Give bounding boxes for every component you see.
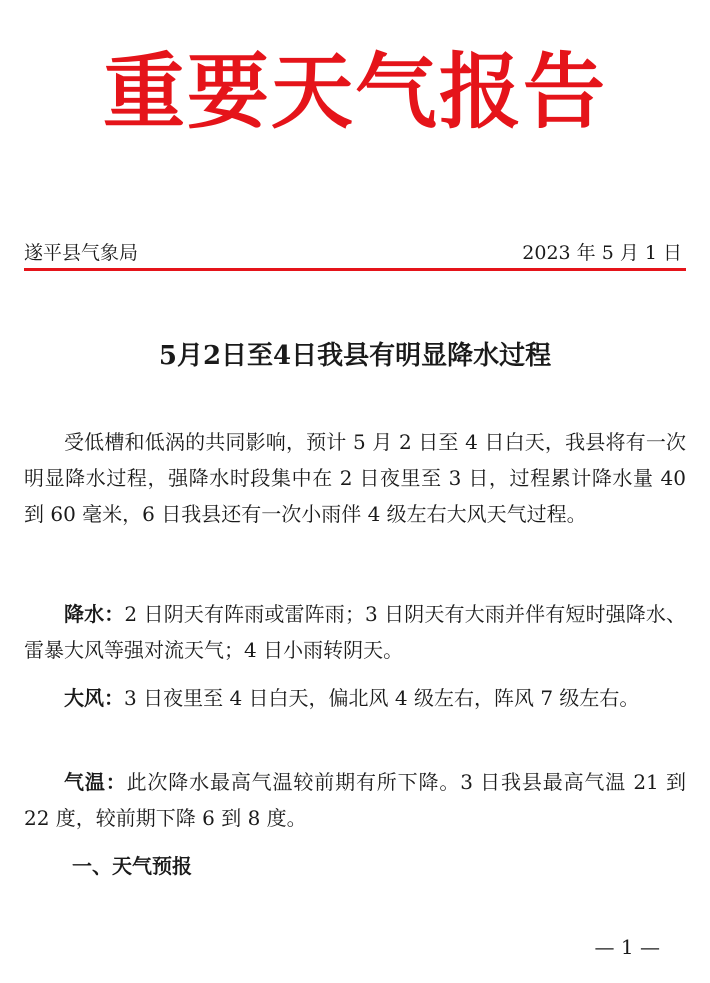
paragraph-text-precipitation: 2 日阴天有阵雨或雷阵雨；3 日阴天有大雨并伴有短时强降水、雷暴大风等强对流天气；4 日小雨转阴天。: [24, 602, 687, 662]
paragraph-text-temperature: 此次降水最高气温较前期有所下降。3 日我县最高气温 21 到 22 度，较前期下降 6 到 8 度。: [24, 770, 686, 830]
issue-date: 2023 年 5 月 1 日: [522, 242, 682, 264]
paragraph-text-wind: 3 日夜里至 4 日白天，偏北风 4 级左右，阵风 7 级左右。: [124, 686, 640, 710]
report-banner-title: 重要天气报告: [102, 44, 607, 140]
temperature-paragraph: [24, 764, 686, 836]
paragraph-lead-temperature: 气温：: [64, 770, 127, 794]
wind-paragraph: [24, 680, 686, 716]
section-heading-forecast: 一、天气预报: [72, 854, 192, 878]
paragraph-lead-wind: 大风：: [64, 686, 124, 710]
summary-paragraph: [24, 424, 686, 532]
precipitation-paragraph: [24, 596, 686, 668]
red-divider-line: [24, 268, 686, 271]
page-number: — 1 —: [594, 935, 660, 959]
document-title: 5月2日至4日我县有明显降水过程: [158, 341, 552, 371]
paragraph-text: 受低槽和低涡的共同影响，预计 5 月 2 日至 4 日白天，我县将有一次明显降水过程，强降水时段集中在 2 日夜里至 3 日，过程累计降水量 40 到 60 毫米，6 日我县还有一次小雨伴 4 级左右大风天气过程。: [24, 430, 686, 526]
paragraph-lead-precipitation: 降水：: [64, 602, 125, 626]
issuing-office: 遂平县气象局: [24, 242, 139, 264]
